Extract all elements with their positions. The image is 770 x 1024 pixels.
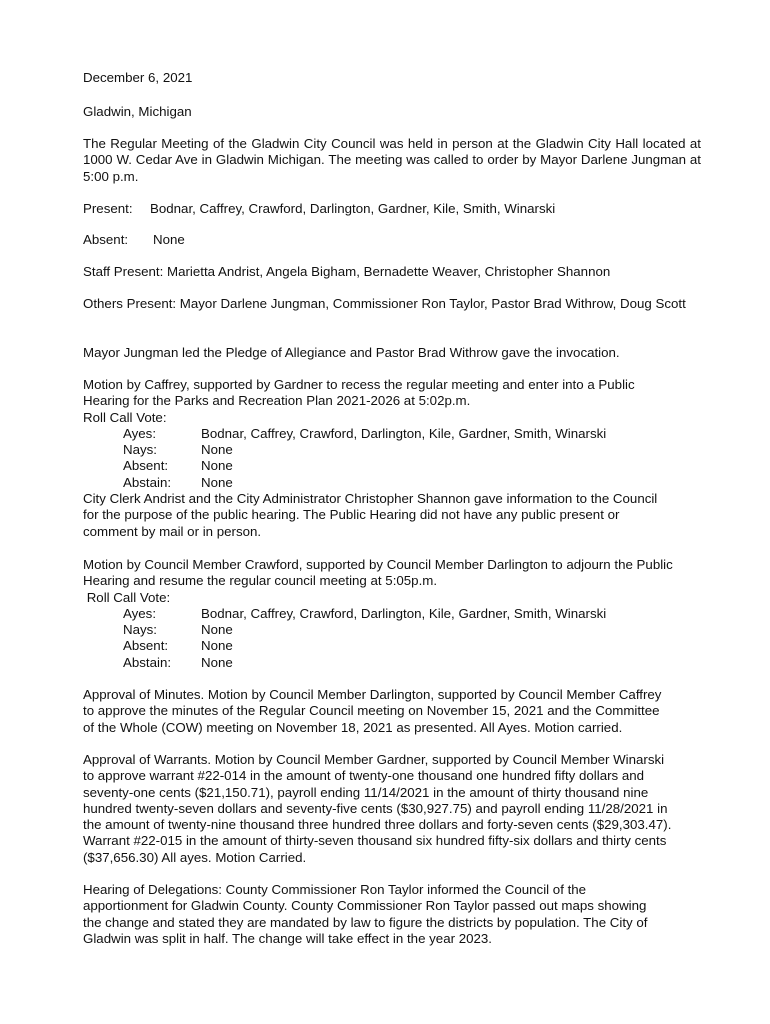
present-label: Present: <box>83 201 133 216</box>
vote-label: Nays: <box>123 442 157 458</box>
vote-label: Ayes: <box>123 605 157 621</box>
motion-line: Motion by Caffrey, supported by Gardner to recess the regular meeting and enter into a Public <box>83 377 635 392</box>
pledge-paragraph: Mayor Jungman led the Pledge of Allegiance and Pastor Brad Withrow gave the invocation. <box>83 345 620 360</box>
hearing-of-delegations <box>83 882 701 947</box>
roll-call-label: Roll Call Vote: <box>83 409 167 425</box>
present-line <box>83 201 555 217</box>
minutes-line: to approve the minutes of the Regular Council meeting on November 15, 2021 and the Committee <box>83 703 660 719</box>
vote-row-nays <box>83 442 701 458</box>
vote-row-abstain <box>83 475 701 491</box>
meeting-date: December 6, 2021 <box>83 70 193 85</box>
present-value: Bodnar, Caffrey, Crawford, Darlington, Gardner, Kile, Smith, Winarski <box>150 201 556 216</box>
minutes-line: Approval of Minutes. Motion by Council Member Darlington, supported by Council Member Caffrey <box>83 687 662 702</box>
staff-present: Staff Present: Marietta Andrist, Angela Bigham, Bernadette Weaver, Christopher Shannon <box>83 264 611 279</box>
motion-line: Hearing for the Parks and Recreation Plan 2021-2026 at 5:02p.m. <box>83 393 471 409</box>
vote-label: Ayes: <box>123 425 157 441</box>
hearing-note-line: comment by mail or in person. <box>83 523 262 539</box>
vote-label: Abstain: <box>123 654 172 670</box>
warrants-line: to approve warrant #22-014 in the amount of twenty-one thousand one hundred fifty dollars and <box>83 768 645 784</box>
warrants-line: seventy-one cents ($21,150.71), payroll ending 11/14/2021 in the amount of thirty thousand nine <box>83 784 649 800</box>
approval-of-warrants <box>83 752 701 866</box>
vote-row-ayes <box>83 426 701 442</box>
delegations-line: Gladwin was split in half. The change will take effect in the year 2023. <box>83 930 492 946</box>
vote-value: None <box>201 458 233 474</box>
vote-row-ayes <box>83 606 701 622</box>
approval-of-minutes <box>83 687 701 736</box>
motion-adjourn-hearing <box>83 557 701 671</box>
hearing-note-line: City Clerk Andrist and the City Administrator Christopher Shannon gave information to the Council <box>83 491 658 507</box>
vote-value: None <box>201 638 233 654</box>
warrants-line: Warrant #22-015 in the amount of thirty-seven thousand six hundred fifty-six dollars and thirty cents <box>83 833 667 849</box>
warrants-line: ($37,656.30) All ayes. Motion Carried. <box>83 849 307 865</box>
delegations-line: Hearing of Delegations: County Commissioner Ron Taylor informed the Council of the <box>83 882 587 897</box>
vote-value: None <box>201 654 233 670</box>
vote-value: None <box>201 442 233 458</box>
vote-value: Bodnar, Caffrey, Crawford, Darlington, Kile, Gardner, Smith, Winarski <box>201 605 607 621</box>
vote-value: None <box>201 622 233 638</box>
vote-label: Abstain: <box>123 474 172 490</box>
warrants-line: hundred twenty-seven dollars and seventy-five cents ($30,927.75) and payroll ending 11/28/2021 in <box>83 800 668 816</box>
warrants-line: the amount of twenty-nine thousand three hundred three dollars and forty-seven cents ($29,303.47). <box>83 817 672 833</box>
motion-recess <box>83 377 701 540</box>
vote-row-abstain <box>83 655 701 671</box>
minutes-line: of the Whole (COW) meeting on November 18, 2021 as presented. All Ayes. Motion carried. <box>83 719 623 735</box>
roll-call-label: Roll Call Vote: <box>83 589 171 605</box>
motion-line: Hearing and resume the regular council meeting at 5:05p.m. <box>83 573 438 589</box>
vote-label: Absent: <box>123 458 169 474</box>
absent-line <box>83 232 185 248</box>
vote-value: Bodnar, Caffrey, Crawford, Darlington, Kile, Gardner, Smith, Winarski <box>201 425 607 441</box>
vote-label: Nays: <box>123 622 157 638</box>
meeting-location: Gladwin, Michigan <box>83 104 192 119</box>
warrants-line: Approval of Warrants. Motion by Council Member Gardner, supported by Council Member Winarski <box>83 752 665 767</box>
vote-row-nays <box>83 622 701 638</box>
vote-row-absent <box>83 638 701 654</box>
others-present: Others Present: Mayor Darlene Jungman, Commissioner Ron Taylor, Pastor Brad Withrow, Doug Scott <box>83 296 686 311</box>
absent-value: None <box>153 232 185 247</box>
vote-row-absent <box>83 458 701 474</box>
delegations-line: apportionment for Gladwin County. County Commissioner Ron Taylor passed out maps showing <box>83 898 647 914</box>
absent-label: Absent: <box>83 232 129 247</box>
delegations-line: the change and stated they are mandated by law to figure the districts by population. The City of <box>83 914 648 930</box>
intro-paragraph: The Regular Meeting of the Gladwin City Council was held in person at the Gladwin City Hall located at 1000 W. Cedar Ave in Gladwin Michigan. The meeting was called to order by Mayor Darlene Jungman at 5:00 p.m. <box>83 136 701 184</box>
motion-line: Motion by Council Member Crawford, supported by Council Member Darlington to adjourn the Public <box>83 557 673 572</box>
vote-label: Absent: <box>123 638 169 654</box>
hearing-note-line: for the purpose of the public hearing. The Public Hearing did not have any public present or <box>83 507 620 523</box>
vote-value: None <box>201 474 233 490</box>
